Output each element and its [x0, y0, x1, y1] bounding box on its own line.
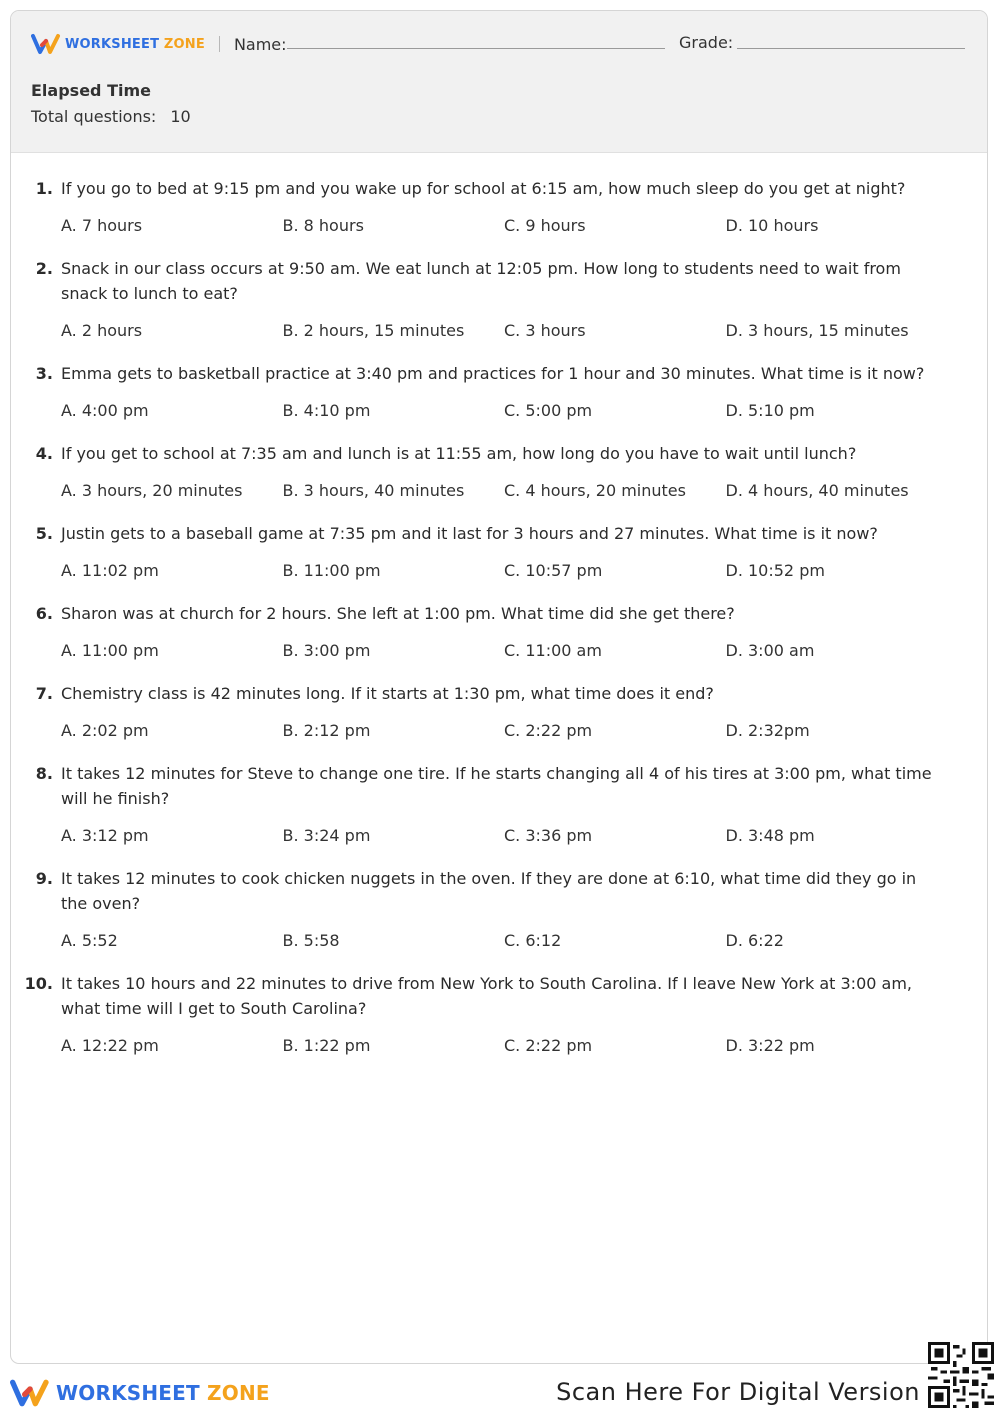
- header-divider: [219, 36, 220, 52]
- option-a[interactable]: A. 2 hours: [61, 321, 143, 340]
- question-number: 6.: [35, 604, 53, 623]
- question-text: It takes 12 minutes to cook chicken nuggets in the oven. If they are done at 6:10, what time did they go in the oven?: [61, 869, 917, 913]
- grade-field[interactable]: [737, 48, 965, 49]
- option-a[interactable]: A. 11:02 pm: [61, 561, 159, 580]
- question-number: 5.: [35, 524, 53, 543]
- answer-options: [61, 719, 947, 743]
- answer-options: [61, 639, 947, 663]
- name-field[interactable]: [287, 48, 665, 49]
- name-label: Name:: [233, 34, 287, 54]
- question-item: [11, 866, 987, 953]
- worksheet-sheet: [10, 10, 988, 1364]
- option-d[interactable]: D. 3:22 pm: [725, 1036, 815, 1055]
- question-number: 4.: [35, 444, 53, 463]
- question-item: [11, 761, 987, 848]
- question-number: 10.: [24, 974, 53, 993]
- question-text: Chemistry class is 42 minutes long. If it starts at 1:30 pm, what time does it end?: [61, 684, 714, 703]
- option-b[interactable]: B. 3:24 pm: [282, 826, 371, 845]
- scan-instruction: Scan Here For Digital Version: [556, 1378, 920, 1406]
- option-b[interactable]: B. 3:00 pm: [282, 641, 371, 660]
- question-number: 7.: [35, 684, 53, 703]
- question-item: [11, 681, 987, 743]
- answer-options: [61, 214, 947, 238]
- option-b[interactable]: B. 11:00 pm: [282, 561, 381, 580]
- option-b[interactable]: B. 2 hours, 15 minutes: [282, 321, 465, 340]
- option-d[interactable]: D. 10 hours: [725, 216, 819, 235]
- option-a[interactable]: A. 2:02 pm: [61, 721, 149, 740]
- option-a[interactable]: A. 12:22 pm: [61, 1036, 159, 1055]
- option-c[interactable]: C. 3 hours: [504, 321, 586, 340]
- option-b[interactable]: B. 1:22 pm: [282, 1036, 371, 1055]
- question-number: 2.: [35, 259, 53, 278]
- question-text: If you go to bed at 9:15 pm and you wake up for school at 6:15 am, how much sleep do you get at night?: [61, 179, 906, 198]
- question-text: Sharon was at church for 2 hours. She left at 1:00 pm. What time did she get there?: [61, 604, 735, 623]
- answer-options: [61, 929, 947, 953]
- question-list: [11, 176, 987, 1076]
- answer-options: [61, 399, 947, 423]
- option-c[interactable]: C. 10:57 pm: [504, 561, 603, 580]
- footer-logo-text: WORKSHEET ZONE: [56, 1381, 270, 1405]
- question-item: [11, 971, 987, 1058]
- option-d[interactable]: D. 3 hours, 15 minutes: [725, 321, 909, 340]
- answer-options: [61, 824, 947, 848]
- option-c[interactable]: C. 11:00 am: [504, 641, 602, 660]
- option-d[interactable]: D. 3:48 pm: [725, 826, 815, 845]
- option-b[interactable]: B. 5:58: [282, 931, 340, 950]
- worksheet-zone-logo-icon: [10, 1378, 50, 1408]
- question-text: If you get to school at 7:35 am and lunch is at 11:55 am, how long do you have to wait until lunch?: [61, 444, 857, 463]
- question-text: Snack in our class occurs at 9:50 am. We eat lunch at 12:05 pm. How long to students need to wait from snack to lunch to eat?: [61, 259, 901, 303]
- option-d[interactable]: D. 2:32pm: [725, 721, 810, 740]
- answer-options: [61, 479, 947, 503]
- question-number: 9.: [35, 869, 53, 888]
- total-questions-value: 10: [170, 107, 191, 126]
- qr-code-icon[interactable]: [928, 1342, 994, 1408]
- option-d[interactable]: D. 5:10 pm: [725, 401, 815, 420]
- option-a[interactable]: A. 4:00 pm: [61, 401, 149, 420]
- option-a[interactable]: A. 11:00 pm: [61, 641, 159, 660]
- option-c[interactable]: C. 3:36 pm: [504, 826, 593, 845]
- question-text: It takes 10 hours and 22 minutes to drive from New York to South Carolina. If I leave New York at 3:00 am, what time will I get to South Carolina?: [61, 974, 912, 1018]
- question-item: [11, 601, 987, 663]
- option-c[interactable]: C. 9 hours: [504, 216, 586, 235]
- option-c[interactable]: C. 4 hours, 20 minutes: [504, 481, 686, 500]
- question-item: [11, 176, 987, 238]
- question-text: It takes 12 minutes for Steve to change one tire. If he starts changing all 4 of his tires at 3:00 pm, what time will he finish?: [61, 764, 932, 808]
- option-c[interactable]: C. 2:22 pm: [504, 1036, 593, 1055]
- worksheet-header: [11, 11, 987, 153]
- question-item: [11, 256, 987, 343]
- answer-options: [61, 1034, 947, 1058]
- option-c[interactable]: C. 6:12: [504, 931, 562, 950]
- question-text: Justin gets to a baseball game at 7:35 pm and it last for 3 hours and 27 minutes. What time is it now?: [61, 524, 878, 543]
- worksheet-zone-logo-icon: [31, 33, 61, 55]
- option-a[interactable]: A. 5:52: [61, 931, 118, 950]
- option-c[interactable]: C. 5:00 pm: [504, 401, 593, 420]
- option-b[interactable]: B. 2:12 pm: [282, 721, 371, 740]
- question-number: 3.: [35, 364, 53, 383]
- brand-row: [31, 31, 287, 57]
- option-d[interactable]: D. 10:52 pm: [725, 561, 825, 580]
- option-c[interactable]: C. 2:22 pm: [504, 721, 593, 740]
- question-text: Emma gets to basketball practice at 3:40 pm and practices for 1 hour and 30 minutes. What time is it now?: [61, 364, 925, 383]
- option-a[interactable]: A. 7 hours: [61, 216, 143, 235]
- option-d[interactable]: D. 6:22: [725, 931, 784, 950]
- question-number: 1.: [35, 179, 53, 198]
- question-item: [11, 441, 987, 503]
- question-item: [11, 521, 987, 583]
- option-b[interactable]: B. 3 hours, 40 minutes: [282, 481, 465, 500]
- option-b[interactable]: B. 8 hours: [282, 216, 364, 235]
- option-d[interactable]: D. 4 hours, 40 minutes: [725, 481, 909, 500]
- total-questions-label: Total questions:: [31, 107, 157, 126]
- option-b[interactable]: B. 4:10 pm: [282, 401, 371, 420]
- worksheet-title: Elapsed Time: [31, 81, 151, 100]
- option-a[interactable]: A. 3:12 pm: [61, 826, 149, 845]
- answer-options: [61, 559, 947, 583]
- brand-logo-text: WORKSHEET ZONE: [65, 36, 205, 52]
- footer-brand: [10, 1378, 270, 1408]
- question-item: [11, 361, 987, 423]
- answer-options: [61, 319, 947, 343]
- grade-label: Grade:: [679, 33, 734, 52]
- question-number: 8.: [35, 764, 53, 783]
- total-questions: [31, 107, 191, 126]
- option-a[interactable]: A. 3 hours, 20 minutes: [61, 481, 243, 500]
- option-d[interactable]: D. 3:00 am: [725, 641, 815, 660]
